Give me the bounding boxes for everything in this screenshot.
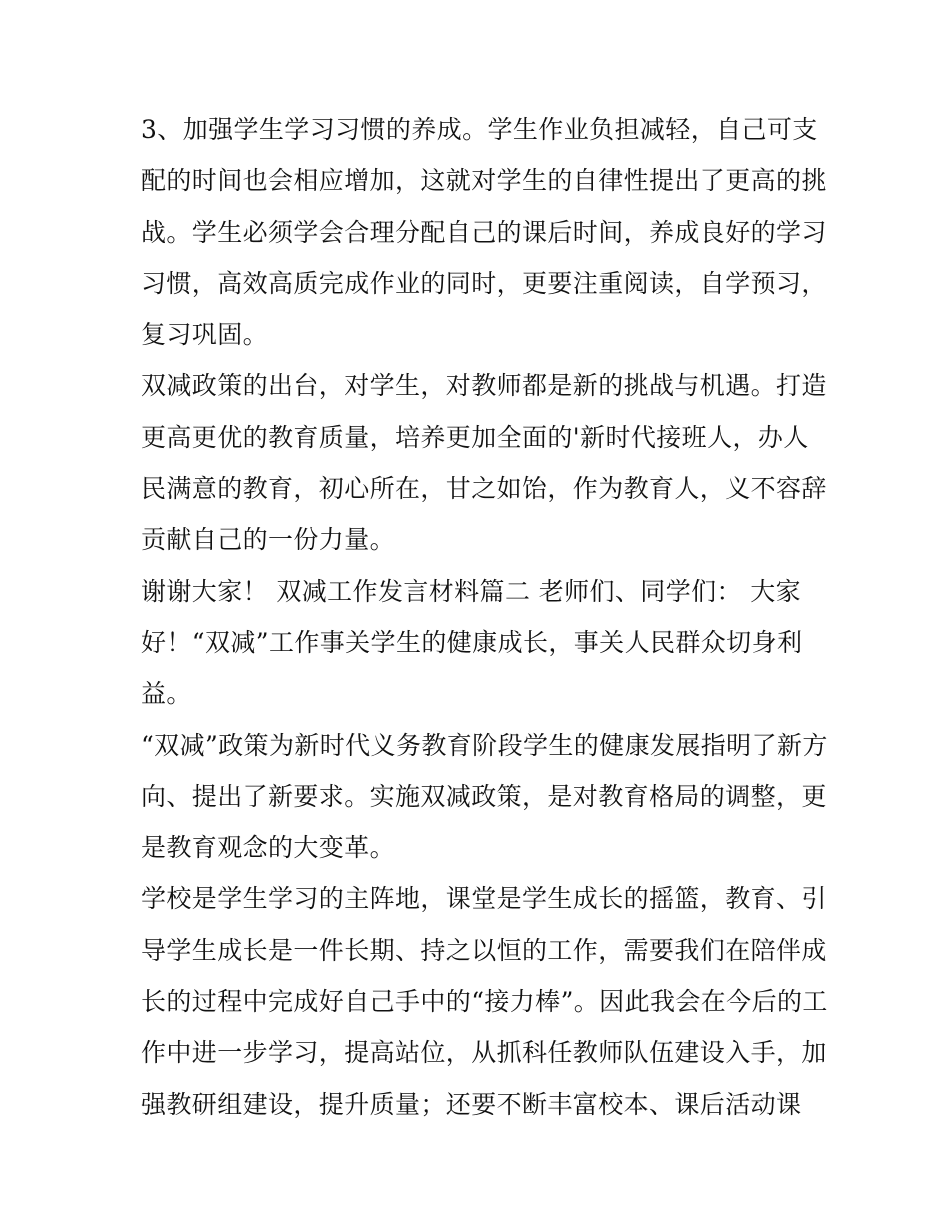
text-line: 益。 xyxy=(141,679,192,709)
document-body xyxy=(141,104,828,1130)
text-line: 复习巩固。 xyxy=(141,320,269,350)
text-line: 强教研组建设，提升质量；还要不断丰富校本、课后活动课 xyxy=(141,1089,802,1119)
text-line: 民满意的教育，初心所在，甘之如饴，作为教育人，义不容辞 xyxy=(141,474,827,504)
text-line: “双减”政策为新时代义务教育阶段学生的健康发展指明了新方 xyxy=(141,730,828,760)
text-line: 向、提出了新要求。实施双减政策，是对教育格局的调整，更 xyxy=(141,781,827,811)
text-line: 好！“双减”工作事关学生的健康成长，事关人民群众切身利 xyxy=(141,627,803,657)
text-line: 谢谢大家！ 双减工作发言材料篇二 老师们、同学们： 大家 xyxy=(141,576,802,606)
text-line: 战。学生必须学会合理分配自己的课后时间，养成良好的学习 xyxy=(141,217,827,247)
text-line: 配的时间也会相应增加，这就对学生的自律性提出了更高的挑 xyxy=(141,166,827,196)
text-line: 习惯，高效高质完成作业的同时，更要注重阅读，自学预习， xyxy=(141,268,827,298)
text-line: 3、加强学生学习习惯的养成。学生作业负担减轻，自己可支 xyxy=(141,115,818,144)
text-line: 双减政策的出台，对学生，对教师都是新的挑战与机遇。打造 xyxy=(141,371,827,401)
text-line: 更高更优的教育质量，培养更加全面的'新时代接班人，办人 xyxy=(141,422,809,452)
text-line: 是教育观念的大变革。 xyxy=(141,833,396,863)
text-line: 导学生成长是一件长期、持之以恒的工作，需要我们在陪伴成 xyxy=(141,935,827,965)
text-line: 作中进一步学习，提高站位，从抓科任教师队伍建设入手，加 xyxy=(141,1038,827,1068)
text-line: 贡献自己的一份力量。 xyxy=(141,525,396,555)
text-line: 学校是学生学习的主阵地，课堂是学生成长的摇篮，教育、引 xyxy=(141,884,827,914)
text-line: 长的过程中完成好自己手中的“接力棒”。因此我会在今后的工 xyxy=(141,987,828,1017)
